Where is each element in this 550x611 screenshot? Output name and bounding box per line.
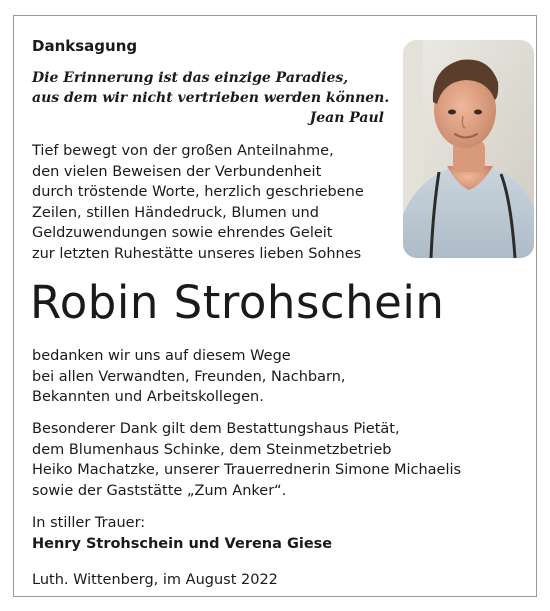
thanks-line-1: bedanken wir uns auf diesem Wege [32,348,291,364]
intro-line-3: durch tröstende Worte, herzlich geschriebene [32,184,364,200]
special-thanks-line-4: sowie der Gaststätte „Zum Anker“. [32,482,287,499]
intro-text [32,141,402,264]
intro-line-2: den vielen Beweisen der Verbundenheit [32,163,322,180]
thanks-text [32,346,532,408]
special-thanks-text [32,419,532,501]
memorial-quote [32,68,390,128]
special-thanks-line-1: Besonderer Dank gilt dem Bestattungshaus Pietät, [32,421,400,437]
special-thanks-line-3: Heiko Machatzke, unserer Trauerrednerin Simone Michaelis [32,462,462,478]
intro-line-1: Tief bewegt von der großen Anteilnahme, [32,143,334,159]
signature-names: Henry Strohschein und Verena Giese [32,535,333,552]
deceased-name: Robin Strohschein [30,276,445,329]
notice-heading: Danksagung [32,37,138,55]
quote-line-1: Die Erinnerung ist das einzige Paradies, [32,70,349,86]
quote-author: Jean Paul [309,110,384,126]
intro-line-4: Zeilen, stillen Händedruck, Blumen und [32,204,319,221]
portrait-photo [403,40,534,258]
signature-block [32,513,532,554]
quote-line-2: aus dem wir nicht vertrieben werden können. [32,90,390,106]
signature-intro: In stiller Trauer: [32,515,146,531]
intro-line-5: Geldzuwendungen sowie ehrendes Geleit [32,225,333,241]
thanks-line-2: bei allen Verwandten, Freunden, Nachbarn, [32,368,346,385]
place-date: Luth. Wittenberg, im August 2022 [32,572,278,588]
special-thanks-line-2: dem Blumenhaus Schinke, dem Steinmetzbetrieb [32,441,392,458]
thanks-line-3: Bekannten und Arbeitskollegen. [32,389,264,405]
intro-line-6: zur letzten Ruhestätte unseres lieben Sohnes [32,245,362,262]
